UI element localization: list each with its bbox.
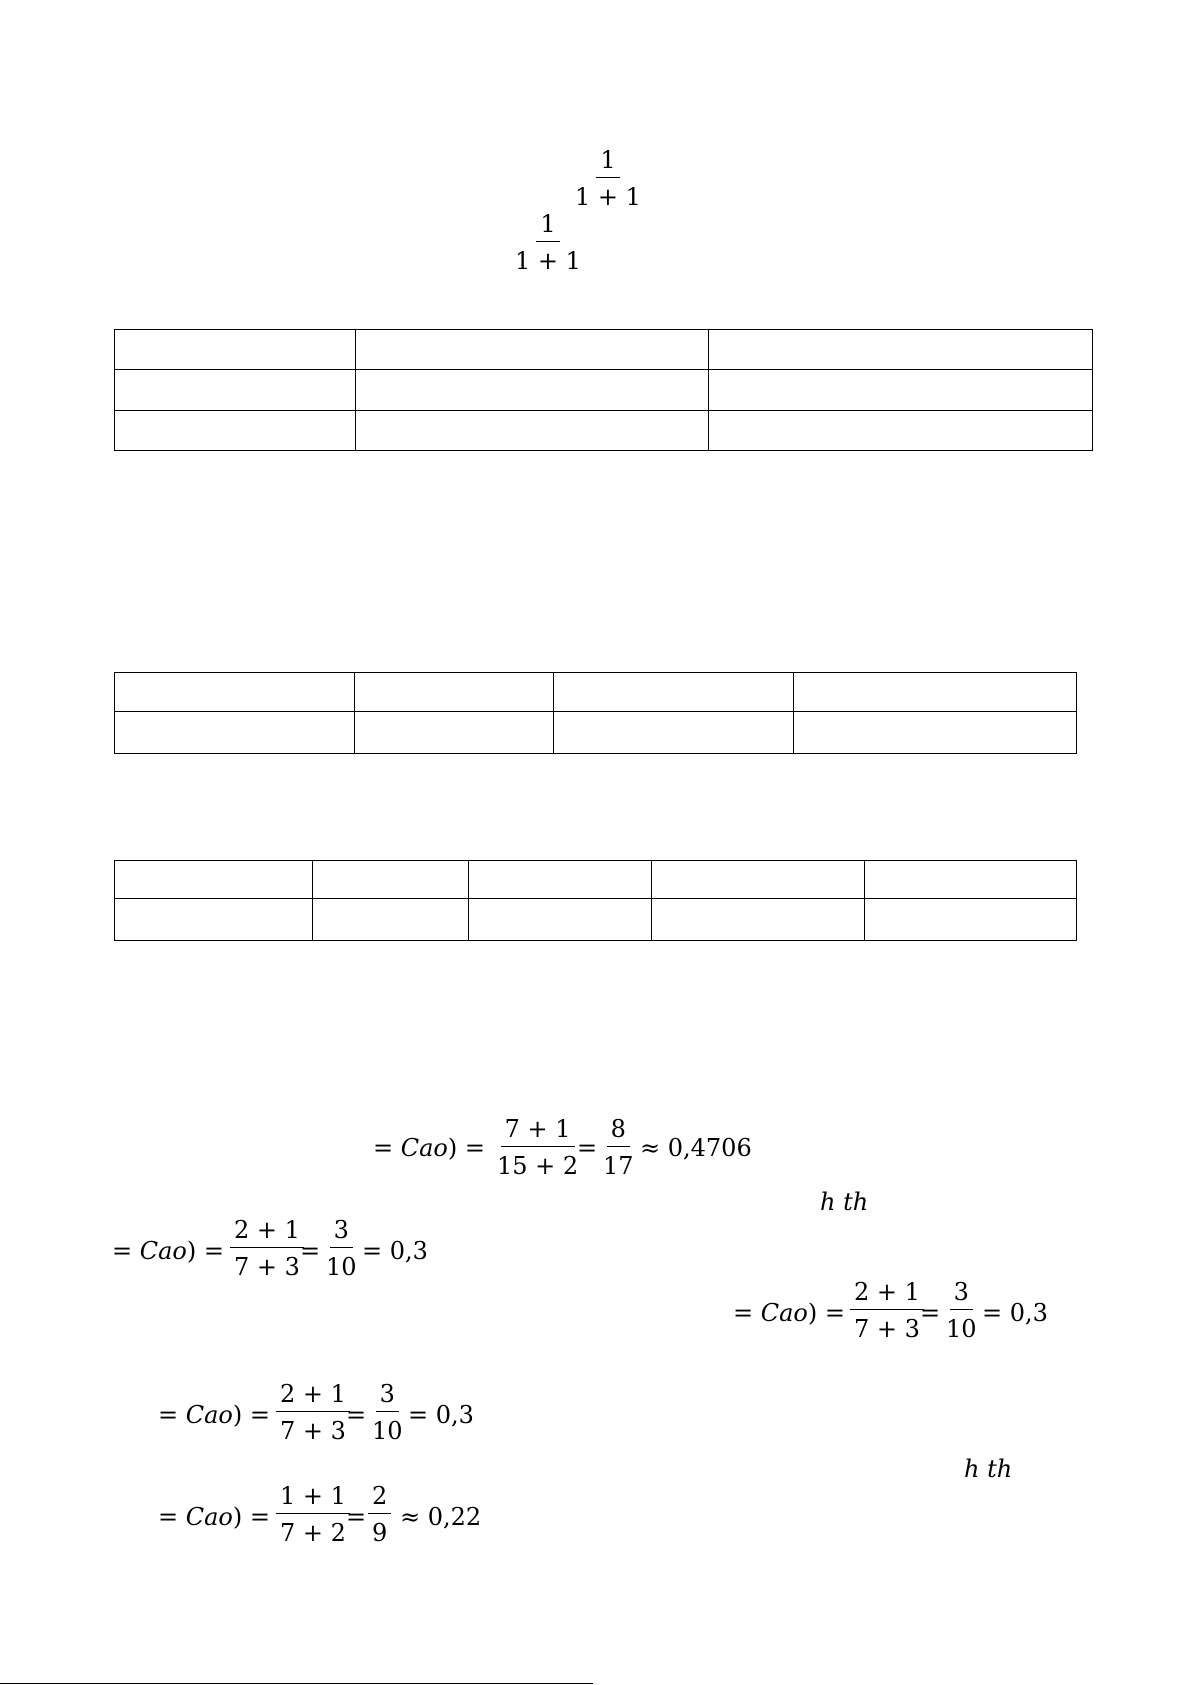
table-row — [115, 861, 1077, 899]
equation-lhs: = Cao) = — [733, 1299, 845, 1327]
fraction — [368, 1484, 391, 1545]
fraction-denominator: 15 + 2 — [497, 1152, 579, 1180]
fraction — [276, 1382, 350, 1443]
table-cell — [794, 712, 1077, 754]
fraction — [276, 1484, 350, 1545]
fraction-denominator: 7 + 3 — [854, 1315, 920, 1343]
fraction-denominator: 10 — [946, 1315, 977, 1343]
equation-lhs: = Cao) = — [112, 1237, 224, 1265]
table-cell — [115, 861, 313, 899]
table-cell — [115, 330, 356, 370]
equals-sign: = — [346, 1401, 367, 1429]
fraction-numerator: 1 — [536, 212, 559, 242]
fraction-denominator: 7 + 2 — [280, 1519, 346, 1547]
equals-sign: = — [300, 1237, 321, 1265]
table-row — [115, 370, 1093, 411]
table-cell — [652, 899, 865, 941]
table-row — [115, 899, 1077, 941]
table-cell — [355, 330, 709, 370]
table-cell — [115, 673, 355, 712]
equation-lhs: = Cao) = — [158, 1503, 270, 1531]
fraction — [599, 1117, 638, 1178]
label-h-th: h th — [964, 1455, 1013, 1483]
fraction-numerator: 2 + 1 — [850, 1280, 924, 1310]
table-cell — [468, 861, 652, 899]
equation-result: ≈ 0,4706 — [640, 1134, 752, 1162]
table-cell — [354, 712, 553, 754]
table-row — [115, 330, 1093, 370]
equation-result: = 0,3 — [408, 1401, 474, 1429]
fraction — [850, 1280, 924, 1341]
table-row — [115, 411, 1093, 451]
table-cell — [355, 370, 709, 411]
fraction-denominator: 9 — [372, 1519, 388, 1547]
fraction — [942, 1280, 981, 1341]
fraction — [493, 1117, 582, 1178]
fraction-numerator: 1 — [596, 148, 619, 178]
equals-sign: = — [577, 1134, 598, 1162]
table-cell — [553, 673, 794, 712]
fraction-numerator: 2 + 1 — [230, 1218, 304, 1248]
table-cell — [312, 861, 468, 899]
table-cell — [468, 899, 652, 941]
fraction-numerator: 3 — [950, 1280, 973, 1310]
table-row — [115, 673, 1077, 712]
fraction-denominator: 1 + 1 — [575, 183, 641, 211]
equation-result: = 0,3 — [362, 1237, 428, 1265]
table-cell — [709, 370, 1093, 411]
equation-result: ≈ 0,22 — [400, 1503, 482, 1531]
table-cell — [794, 673, 1077, 712]
table-cell — [312, 899, 468, 941]
equals-sign: = — [920, 1299, 941, 1327]
table-cell — [553, 712, 794, 754]
fraction-denominator: 7 + 3 — [234, 1253, 300, 1281]
fraction-lower — [511, 212, 585, 273]
equation-lhs: = Cao) = — [373, 1134, 485, 1162]
table-cell — [709, 411, 1093, 451]
table-cell — [865, 861, 1077, 899]
fraction-denominator: 17 — [603, 1152, 634, 1180]
fraction — [322, 1218, 361, 1279]
fraction-numerator: 8 — [607, 1117, 630, 1147]
table-cell — [865, 899, 1077, 941]
table-row — [115, 712, 1077, 754]
table-2 — [114, 672, 1077, 754]
fraction-denominator: 7 + 3 — [280, 1417, 346, 1445]
fraction-upper — [571, 148, 645, 209]
fraction-denominator: 10 — [326, 1253, 357, 1281]
label-h-th: h th — [820, 1188, 869, 1216]
fraction-numerator: 2 — [368, 1484, 391, 1514]
table-cell — [115, 370, 356, 411]
fraction — [368, 1382, 407, 1443]
table-cell — [354, 673, 553, 712]
table-cell — [652, 861, 865, 899]
table-cell — [355, 411, 709, 451]
equation-result: = 0,3 — [982, 1299, 1048, 1327]
equals-sign: = — [346, 1503, 367, 1531]
fraction-denominator: 1 + 1 — [515, 247, 581, 275]
table-cell — [115, 712, 355, 754]
table-cell — [115, 899, 313, 941]
fraction-numerator: 3 — [376, 1382, 399, 1412]
equation-lhs: = Cao) = — [158, 1401, 270, 1429]
fraction-numerator: 3 — [330, 1218, 353, 1248]
table-cell — [115, 411, 356, 451]
table-3 — [114, 860, 1077, 941]
fraction-denominator: 10 — [372, 1417, 403, 1445]
fraction — [230, 1218, 304, 1279]
fraction-numerator: 1 + 1 — [276, 1484, 350, 1514]
table-cell — [709, 330, 1093, 370]
table-1 — [114, 329, 1093, 451]
fraction-numerator: 2 + 1 — [276, 1382, 350, 1412]
footnote-separator — [0, 1683, 593, 1684]
fraction-numerator: 7 + 1 — [501, 1117, 575, 1147]
